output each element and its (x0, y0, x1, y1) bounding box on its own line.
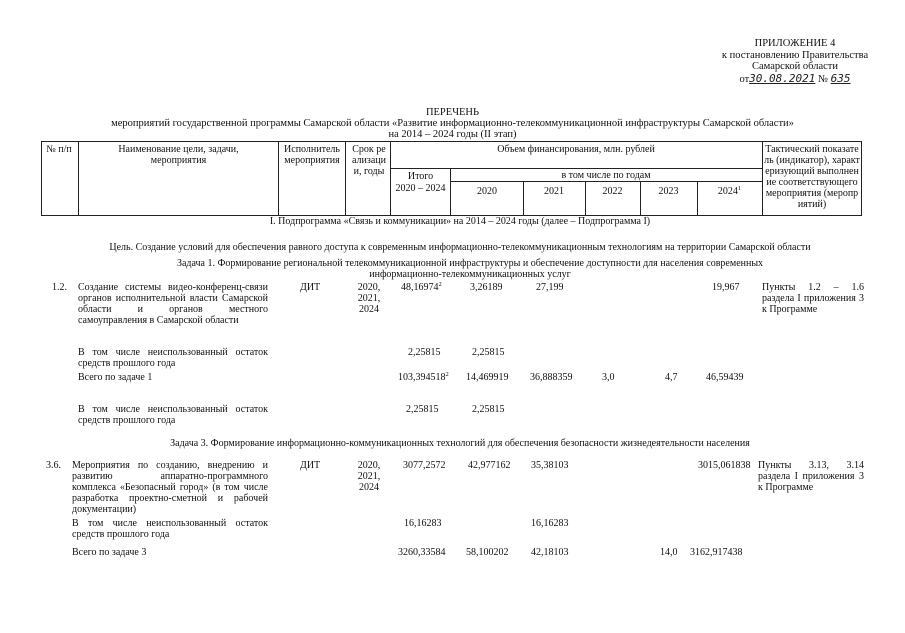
th-year-2022: 2022 (602, 186, 623, 197)
row-2021: 42,18103 (531, 547, 569, 558)
th-year-2024: 2024$^1$ (717, 185, 742, 197)
appendix-line1: к постановлению Правительства (721, 49, 869, 61)
row-total: 2,25815 (408, 347, 441, 358)
row-total: 3260,33584 (398, 547, 446, 558)
doc-title-line1: мероприятий государственной программы Самарской области «Развитие информационно-телекоммуникационной инфраструктуры Самарской области» (111, 118, 794, 129)
row-2024: 46,59439 (706, 372, 744, 383)
row-name: Всего по задаче 1 (78, 372, 153, 383)
row-2020: 2,25815 (472, 347, 505, 358)
row-name: Создание системы видео-конференц-связи органов исполнительной власти Самарской области и органов местного самоуправления в Самарской области (78, 282, 268, 326)
row-2020: 3,26189 (470, 282, 503, 293)
row-term: 2020, 2021, 2024 (357, 282, 381, 315)
row-2023: 14,0 (660, 547, 678, 558)
th-num: № п/п (46, 144, 72, 155)
row-2020: 14,469919 (466, 372, 509, 383)
th-funding: Объем финансирования, млн. рублей (497, 144, 655, 155)
row-executor: ДИТ (300, 282, 321, 293)
row-2021: 27,199 (536, 282, 564, 293)
row-total: 48,16974$^2$ (401, 281, 442, 293)
appendix-block (690, 38, 900, 85)
appendix-date-line (690, 73, 900, 86)
task1-title-line1: Задача 1. Формирование региональной телекоммуникационной инфраструктуры и обеспечение доступности для населения современных (176, 258, 764, 269)
row-name: В том числе неиспользованный остаток средств прошлого года (72, 518, 268, 540)
th-executor: Исполнитель мероприятия (284, 144, 340, 166)
task1-title-line2: информационно-телекоммуникационных услуг (369, 269, 571, 280)
th-year-2023: 2023 (658, 186, 679, 197)
th-year-2020: 2020 (477, 186, 497, 197)
row-2021: 16,16283 (531, 518, 569, 529)
row-2023: 4,7 (665, 372, 678, 383)
row-2020: 58,100202 (466, 547, 509, 558)
row-name: Мероприятия по созданию, внедрению и развитию аппаратно-программного комплекса «Безопасный город» (в том числе разработка проектно-сметной и рабочей документации) (72, 460, 268, 515)
row-term: 2020, 2021, 2024 (357, 460, 381, 493)
row-num: 3.6. (46, 460, 61, 471)
row-2021: 36,888359 (530, 372, 573, 383)
th-year-2021: 2021 (544, 186, 564, 197)
row-2020: 42,977162 (468, 460, 511, 471)
row-2024: 19,967 (712, 282, 740, 293)
th-indicator: Тактический показатель (индикатор), характеризующий выполнение соответствующего мероприятия (мероприятий) (764, 144, 860, 210)
doc-title-line2: на 2014 – 2024 годы (II этап) (388, 129, 517, 140)
handwritten-date: 30.08.2021 (749, 71, 816, 85)
row-name: Всего по задаче 3 (72, 547, 147, 558)
row-total: 3077,2572 (403, 460, 446, 471)
date-prefix: от (739, 73, 750, 85)
th-total: Итого (407, 171, 434, 182)
row-2024: 3015,061838 (698, 460, 751, 471)
row-executor: ДИТ (300, 460, 321, 471)
handwritten-number: 635 (830, 71, 851, 85)
row-2024: 3162,917438 (690, 547, 743, 558)
number-prefix: № (818, 73, 829, 85)
goal-text: Цель. Создание условий для обеспечения равного доступа к современным информационно-телекоммуникационным технологиям на территории Самарской области (109, 242, 811, 253)
row-indicator: Пункты 3.13, 3.14 раздела I приложения 3 к Программе (758, 460, 864, 493)
appendix-title: ПРИЛОЖЕНИЕ 4 (754, 38, 836, 49)
th-total-range: 2020 – 2024 (395, 183, 446, 194)
row-total: 16,16283 (404, 518, 442, 529)
th-name: Наименование цели, задачи, мероприятия (118, 144, 239, 166)
row-total: 103,394518$^2$ (398, 371, 449, 383)
row-2020: 2,25815 (472, 404, 505, 415)
row-2022: 3,0 (602, 372, 615, 383)
subprogram-title: I. Подпрограмма «Связь и коммуникации» на 2014 – 2024 годы (далее – Подпрограмма I) (269, 216, 651, 227)
row-name: В том числе неиспользованный остаток средств прошлого года (78, 404, 268, 426)
row-indicator: Пункты 1.2 – 1.6 раздела I приложения 3 к Программе (762, 282, 864, 315)
task3-title: Задача 3. Формирование информационно-коммуникационных технологий для обеспечения безопасности жизнедеятельности населения (170, 438, 750, 449)
row-num: 1.2. (52, 282, 67, 293)
row-total: 2,25815 (406, 404, 439, 415)
doc-heading: ПЕРЕЧЕНЬ (425, 107, 480, 118)
th-term: Срок реализации, годы (352, 144, 386, 177)
row-2021: 35,38103 (531, 460, 569, 471)
th-including: в том числе по годам (561, 170, 651, 181)
row-name: В том числе неиспользованный остаток средств прошлого года (78, 347, 268, 369)
appendix-line2: Самарской области (752, 61, 838, 72)
